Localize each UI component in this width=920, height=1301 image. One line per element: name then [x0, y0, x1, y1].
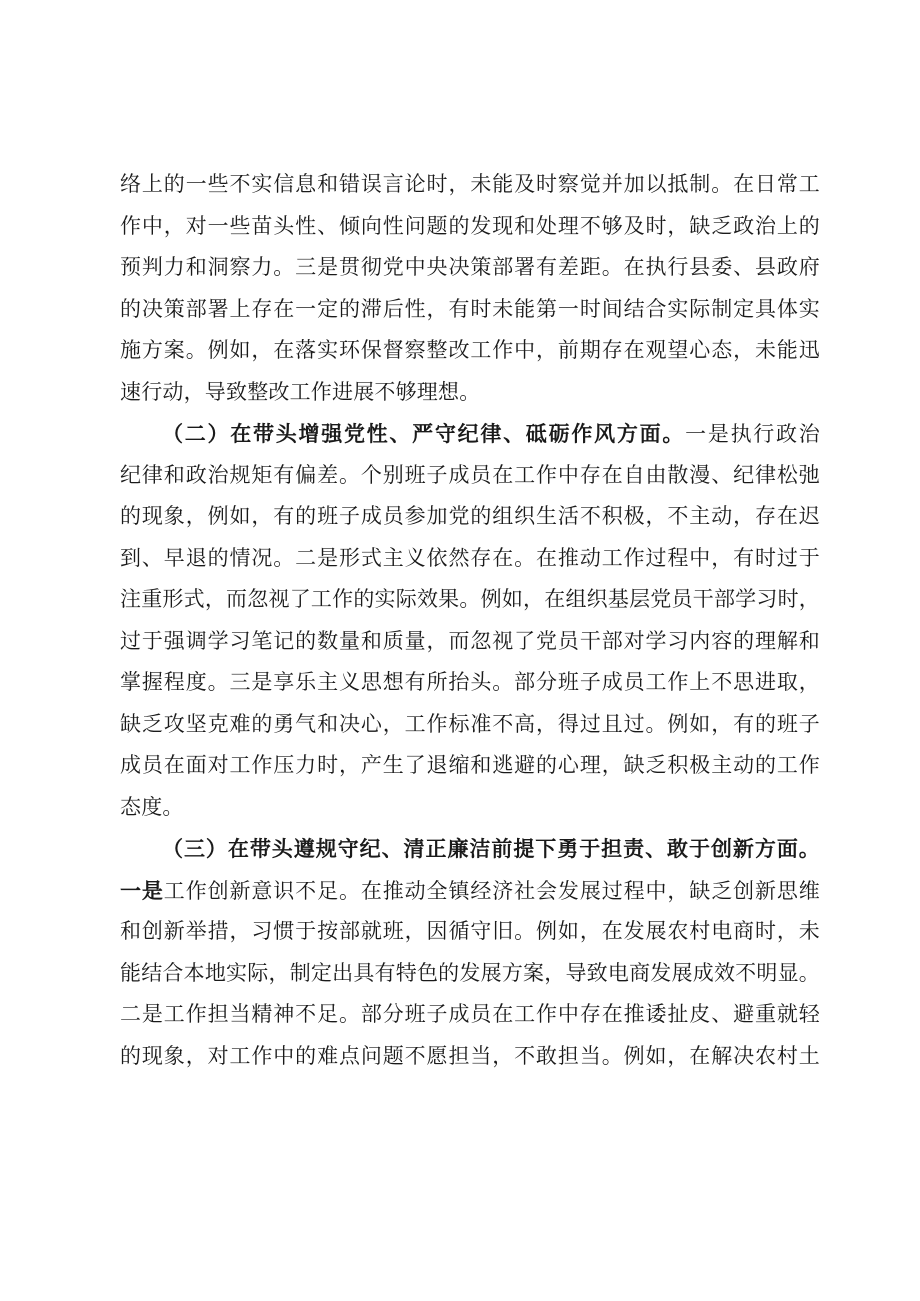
section-heading-line — [120, 413, 820, 455]
section-heading-line — [120, 828, 820, 870]
paragraph-line: 施方案。例如，在落实环保督察整改工作中，前期存在观望心态，未能迅 — [120, 338, 820, 362]
paragraph-line: 掌握程度。三是享乐主义思想有所抬头。部分班子成员工作上不思进取， — [120, 670, 820, 694]
paragraph-line: 纪律和政治规矩有偏差。个别班子成员在工作中存在自由散漫、纪律松弛 — [120, 462, 820, 487]
paragraph-line: 的现象，例如，有的班子成员参加党的组织生活不积极，不主动，存在迟 — [120, 504, 820, 528]
paragraph-line: 作中，对一些苗头性、倾向性问题的发现和处理不够及时，缺乏政治上的 — [120, 213, 820, 238]
paragraph-line — [120, 870, 820, 912]
paragraph-line: 成员在面对工作压力时，产生了退缩和逃避的心理，缺乏积极主动的工作 — [120, 753, 820, 777]
paragraph-line: 二是工作担当精神不足。部分班子成员在工作中存在推诿扯皮、避重就轻 — [120, 1002, 820, 1026]
paragraph-line: 的决策部署上存在一定的滞后性，有时未能第一时间结合实际制定具体实 — [120, 296, 820, 321]
paragraph-line: 缺乏攻坚克难的勇气和决心，工作标准不高，得过且过。例如，有的班子 — [120, 711, 820, 736]
paragraph-line: 速行动，导致整改工作进展不够理想。 — [120, 379, 481, 404]
document-body — [120, 164, 820, 1077]
section-heading: （二）在带头增强党性、严守纪律、砥砺作风方面。 — [162, 421, 686, 446]
paragraph-text: 工作创新意识不足。在推动全镇经济社会发展过程中，缺乏创新思维 — [163, 878, 820, 903]
paragraph-line: 和创新举措，习惯于按部就班，因循守旧。例如，在发展农村电商时，未 — [120, 919, 820, 943]
paragraph-line: 络上的一些不实信息和错误言论时，未能及时察觉并加以抵制。在日常工 — [120, 172, 820, 196]
paragraph-line: 的现象，对工作中的难点问题不愿担当，不敢担当。例如，在解决农村土 — [120, 1043, 820, 1068]
paragraph-line: 预判力和洞察力。三是贯彻党中央决策部署有差距。在执行县委、县政府 — [120, 255, 820, 279]
section-heading: （三）在带头遵规守纪、清正廉洁前提下勇于担责、敢于创新方面。 — [162, 836, 820, 861]
paragraph-line: 能结合本地实际，制定出具有特色的发展方案，导致电商发展成效不明显。 — [120, 960, 820, 985]
paragraph-text: 一是执行政治 — [685, 422, 820, 446]
emphasis-text: 一是 — [120, 877, 164, 903]
paragraph-line: 到、早退的情况。二是形式主义依然存在。在推动工作过程中，有时过于 — [120, 545, 820, 570]
paragraph-line: 过于强调学习笔记的数量和质量，而忽视了党员干部对学习内容的理解和 — [120, 628, 820, 653]
paragraph-line: 态度。 — [120, 794, 184, 819]
paragraph-line: 注重形式，而忽视了工作的实际效果。例如，在组织基层党员干部学习时， — [120, 587, 820, 611]
